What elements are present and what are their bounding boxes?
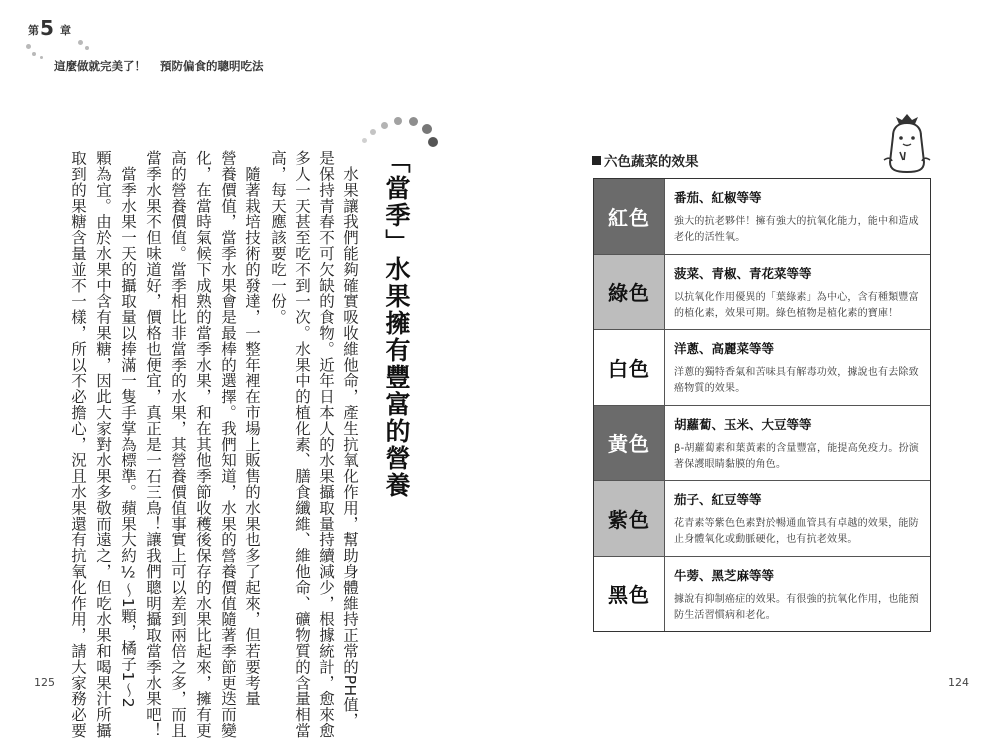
body-column-10: 當季水果一天的攝取量以捧滿一隻手掌為標準。蘋果大約½～1顆，橘子1～2: [119, 150, 137, 708]
table-row: [594, 406, 930, 482]
chapter-number: 5: [40, 16, 54, 40]
square-bullet-icon: [592, 156, 601, 165]
color-label: 黑色: [594, 557, 665, 632]
effect-description: 據說有抑制癌症的效果。有很強的抗氧化作用，也能預防生活習慣病和老化。: [674, 593, 919, 621]
info-cell: [665, 330, 930, 405]
info-cell: [665, 179, 930, 254]
vegetable-names: 茄子、紅豆等等: [674, 492, 762, 507]
page-number-left: 125: [34, 676, 55, 689]
body-column-3: 多人一天甚至吃不到一次。水果中的植化素、膳食纖維、維他命、礦物質的含量相當: [293, 150, 311, 738]
article-title: 「當季」水果擁有豐富的營養: [382, 148, 411, 499]
vegetable-names: 胡蘿蔔、玉米、大豆等等: [674, 416, 812, 432]
body-column-7: 化，在當時氣候下成熟的當季水果，和在其他季節收穫後保存的水果比起來，擁有更: [194, 150, 212, 738]
mascot-illustration: [876, 112, 938, 176]
page-number-right: 124: [948, 676, 969, 689]
title-decoration: [360, 112, 440, 152]
body-column-6: 營養價值，當季水果會是最棒的選擇。我們知道，水果的營養價值隨著季節更迭而變: [219, 150, 237, 738]
six-color-vegetable-table: [593, 178, 931, 632]
table-heading: [592, 150, 699, 170]
info-cell: [665, 255, 930, 330]
info-cell: [665, 481, 930, 556]
section-title: 預防偏食的聰明吃法: [160, 59, 264, 73]
vegetable-names: 菠菜、青椒、青花菜等等: [674, 265, 812, 281]
effect-description: 以抗氧化作用優異的「葉綠素」為中心，含有種類豐富的植化素，效果可期。綠色植物是植化素的寶庫！: [674, 291, 919, 319]
body-column-4: 高，每天應該要吃一份。: [269, 150, 287, 325]
effect-description: β-胡蘿蔔素和葉黃素的含量豐富，能提高免疫力。扮演著保護眼睛黏膜的角色。: [674, 442, 919, 470]
table-row: [594, 179, 930, 255]
chapter-suffix: 章: [60, 24, 71, 37]
effect-description: 洋蔥的獨特香氣和苦味具有解毒功效，據說也有去除致癌物質的效果。: [674, 367, 919, 394]
info-cell: [665, 406, 930, 481]
chapter-prefix: 第: [28, 24, 39, 37]
vegetable-names: 洋蔥、高麗菜等等: [674, 341, 775, 356]
color-label: 白色: [594, 330, 665, 405]
radish-character-icon: [876, 112, 938, 176]
chapter-title: 這麼做就完美了！: [54, 59, 146, 73]
body-column-9: 當季水果不但味道好，價格也便宜，真正是一石三鳥！讓我們聰明攝取當季水果吧！: [144, 150, 162, 738]
table-row: [594, 557, 930, 632]
effect-description: 花青素等紫色色素對於暢通血管具有卓越的效果，能防止身體氧化或動脈硬化，也有抗老效果。: [674, 518, 919, 545]
table-row: [594, 330, 930, 406]
running-header: [54, 58, 264, 74]
body-column-2: 是保持青春不可欠缺的食物。近年日本人的水果攝取量持續減少，根據統計，愈來愈: [317, 150, 335, 738]
body-column-8: 高的營養價值。當季相比非當季的水果，其營養價值事實上可以差到兩倍之多，而且: [169, 150, 187, 738]
vegetable-names: 番茄、紅椒等等: [674, 190, 762, 205]
body-column-1: 水果讓我們能夠確實吸收維他命，產生抗氧化作用，幫助身體維持正常的PH值，: [341, 150, 359, 729]
body-column-12: 取到的果糖含量並不一樣，所以不必擔心，況且水果還有抗氧化作用，請大家務必要: [69, 150, 87, 738]
color-label: 紅色: [594, 179, 665, 254]
table-row: [594, 481, 930, 557]
vegetable-names: 牛蒡、黑芝麻等等: [674, 567, 775, 583]
body-column-5: 隨著栽培技術的發達，一整年裡在市場上販售的水果也多了起來，但若要考量: [243, 150, 261, 707]
color-label: 黃色: [594, 406, 665, 481]
color-label: 紫色: [594, 481, 665, 556]
color-label: 綠色: [594, 255, 665, 330]
effect-description: 強大的抗老夥伴！擁有強大的抗氧化能力，能中和造成老化的活性氧。: [674, 216, 919, 243]
table-title: 六色蔬菜的效果: [604, 154, 699, 170]
table-row: [594, 255, 930, 331]
info-cell: [665, 557, 930, 632]
body-column-11: 顆為宜。由於水果中含有果糖，因此大家對水果多敬而遠之，但吃水果和喝果汁所攝: [94, 150, 112, 738]
